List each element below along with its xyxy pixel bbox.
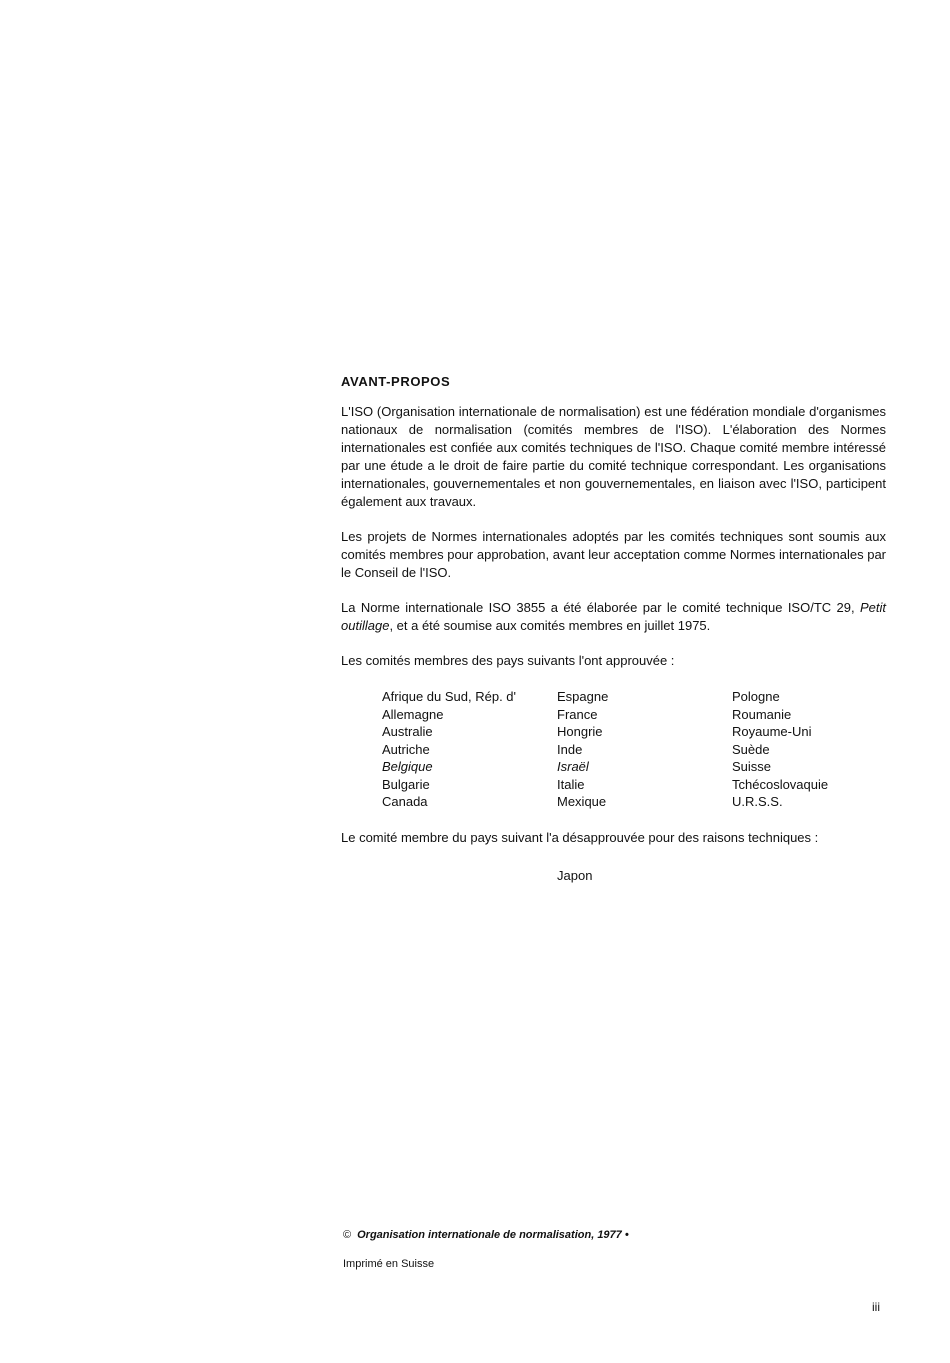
disapproval-intro: Le comité membre du pays suivant l'a désapprouvée pour des raisons techniques : xyxy=(341,829,819,845)
foreword-section xyxy=(341,374,886,885)
countries-column-1 xyxy=(382,688,557,811)
disapproving-country: Japon xyxy=(557,867,593,883)
approval-intro: Les comités membres des pays suivants l'ont approuvée : xyxy=(341,653,675,668)
country-item: Inde xyxy=(557,741,583,757)
country-item: Belgique xyxy=(382,759,433,774)
country-item: Suisse xyxy=(732,759,772,774)
copyright-text: Organisation internationale de normalisation, 1977 • xyxy=(357,1229,629,1241)
country-item: Bulgarie xyxy=(382,776,430,792)
paragraph-draft-approval: Les projets de Normes internationales adoptés par les comités techniques sont soumis aux comités membres pour approbation, avant leur acceptation comme Normes internationales par le Conseil de l'ISO. xyxy=(341,529,886,580)
approving-countries-list xyxy=(382,688,886,811)
country-item: Allemagne xyxy=(382,706,444,722)
country-item: Tchécoslovaquie xyxy=(732,776,829,792)
country-item: Afrique du Sud, Rép. d' xyxy=(382,689,517,704)
country-item: Pologne xyxy=(732,689,780,704)
paragraph-standard-origin-part1: La Norme internationale ISO 3855 a été élaborée par le comité technique ISO/TC 29, xyxy=(341,600,860,615)
country-item: Royaume-Uni xyxy=(732,724,812,739)
country-item: Mexique xyxy=(557,794,607,809)
paragraph-iso-intro: L'ISO (Organisation internationale de normalisation) est une fédération mondiale d'organismes nationaux de normalisation (comités membres de l'ISO). L'élaboration des Normes internationales est confiée aux comités techniques de l'ISO. Chaque comité membre intéressé par une étude a le droit de faire partie du comité technique correspondant. Les organisations internationales, gouvernementales et non gouvernementales, en liaison avec l'ISO, participent également aux travaux. xyxy=(341,404,886,509)
country-item: Hongrie xyxy=(557,724,603,739)
country-item: U.R.S.S. xyxy=(732,794,783,809)
country-item: Australie xyxy=(382,724,433,739)
country-item: Autriche xyxy=(382,741,430,757)
country-item: Canada xyxy=(382,794,428,809)
copyright-notice xyxy=(343,1229,629,1241)
section-heading: AVANT-PROPOS xyxy=(341,374,451,389)
country-item: France xyxy=(557,706,598,722)
countries-column-3 xyxy=(732,688,892,811)
paragraph-standard-origin xyxy=(341,599,886,635)
paragraph-standard-origin-part2: , et a été soumise aux comités membres en juillet 1975. xyxy=(389,618,711,633)
countries-column-2 xyxy=(557,688,732,811)
country-item: Israël xyxy=(557,759,589,774)
committee-title: Petit outillage xyxy=(341,600,886,633)
copyright-symbol: © xyxy=(343,1229,352,1241)
page-number: iii xyxy=(872,1300,880,1314)
country-item: Suède xyxy=(732,741,770,757)
printed-in-notice: Imprimé en Suisse xyxy=(343,1258,435,1270)
country-item: Espagne xyxy=(557,689,609,704)
country-item: Italie xyxy=(557,776,585,792)
country-item: Roumanie xyxy=(732,706,792,722)
